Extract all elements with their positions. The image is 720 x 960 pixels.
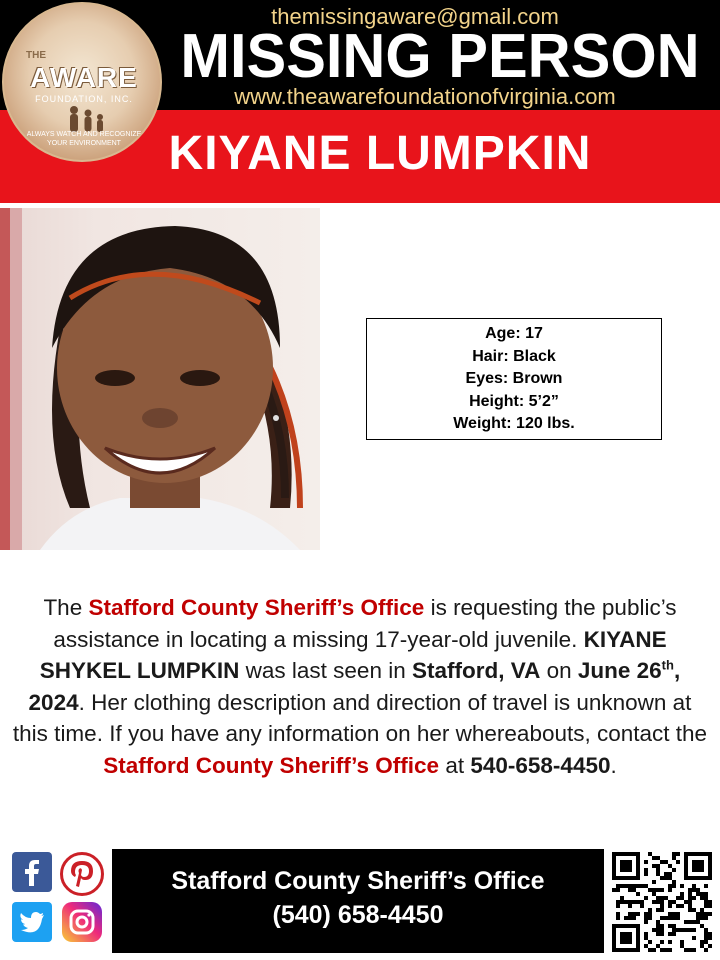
desc-text-3: was last seen in: [239, 658, 412, 683]
date-suffix: th: [661, 657, 674, 673]
age-line: Age: 17: [485, 325, 543, 342]
twitter-icon[interactable]: [12, 902, 52, 942]
full-name: KIYANE SHYKEL LUMPKIN: [39, 626, 667, 683]
aware-foundation-logo: [2, 2, 162, 162]
logo-tagline: ALWAYS WATCH AND RECOGNIZE YOUR ENVIRONMENT: [26, 131, 142, 147]
agency-link[interactable]: Stafford County Sheriff’s Office: [88, 595, 425, 620]
portrait-illustration: [0, 208, 320, 550]
missing-person-photo: [0, 208, 320, 550]
sheriff-contact-box: [112, 849, 604, 953]
sheriff-office-name: Stafford County Sheriff’s Office: [171, 867, 545, 895]
logo-foundation-text: FOUNDATION, INC.: [35, 94, 133, 104]
case-description: [10, 592, 710, 781]
pinterest-icon[interactable]: [60, 852, 104, 896]
facebook-icon[interactable]: [12, 852, 52, 892]
qr-code[interactable]: [612, 852, 712, 952]
weight-line: Weight: 120 lbs.: [453, 415, 575, 432]
missing-person-name: KIYANE LUMPKIN: [168, 127, 592, 180]
sheriff-phone[interactable]: (540) 658-4450: [272, 901, 444, 929]
contact-phone[interactable]: 540-658-4450: [470, 752, 611, 778]
eyes-line: Eyes: Brown: [465, 370, 563, 387]
height-line: Height: 5’2”: [469, 392, 559, 410]
desc-text-6: at: [439, 752, 471, 778]
logo-the-text: THE: [26, 50, 46, 61]
contact-email[interactable]: themissingaware@gmail.com: [271, 4, 559, 29]
logo-aware-text: AWARE: [30, 62, 138, 93]
agency-link-2[interactable]: Stafford County Sheriff’s Office: [103, 752, 440, 778]
physical-description-box: [366, 318, 662, 440]
desc-text-2: is requesting the public’s assistance in locating a missing 17-year-old juvenile.: [53, 595, 677, 652]
date-main: June 26: [577, 658, 662, 683]
instagram-icon[interactable]: [62, 902, 102, 942]
page-title: MISSING PERSON: [180, 22, 700, 91]
website-link[interactable]: www.theawarefoundationofvirginia.com: [234, 84, 616, 109]
hair-line: Hair: Black: [472, 347, 556, 365]
last-seen-location: Stafford, VA: [411, 658, 541, 683]
desc-text-4: on: [540, 658, 578, 683]
date-year: , 2024: [28, 658, 681, 715]
desc-text-7: .: [610, 752, 617, 778]
desc-text-5: . Her clothing description and direction of travel is unknown at this time. If you have any information on her whereabouts, contact the: [12, 689, 708, 746]
desc-text-1: The: [43, 595, 89, 620]
